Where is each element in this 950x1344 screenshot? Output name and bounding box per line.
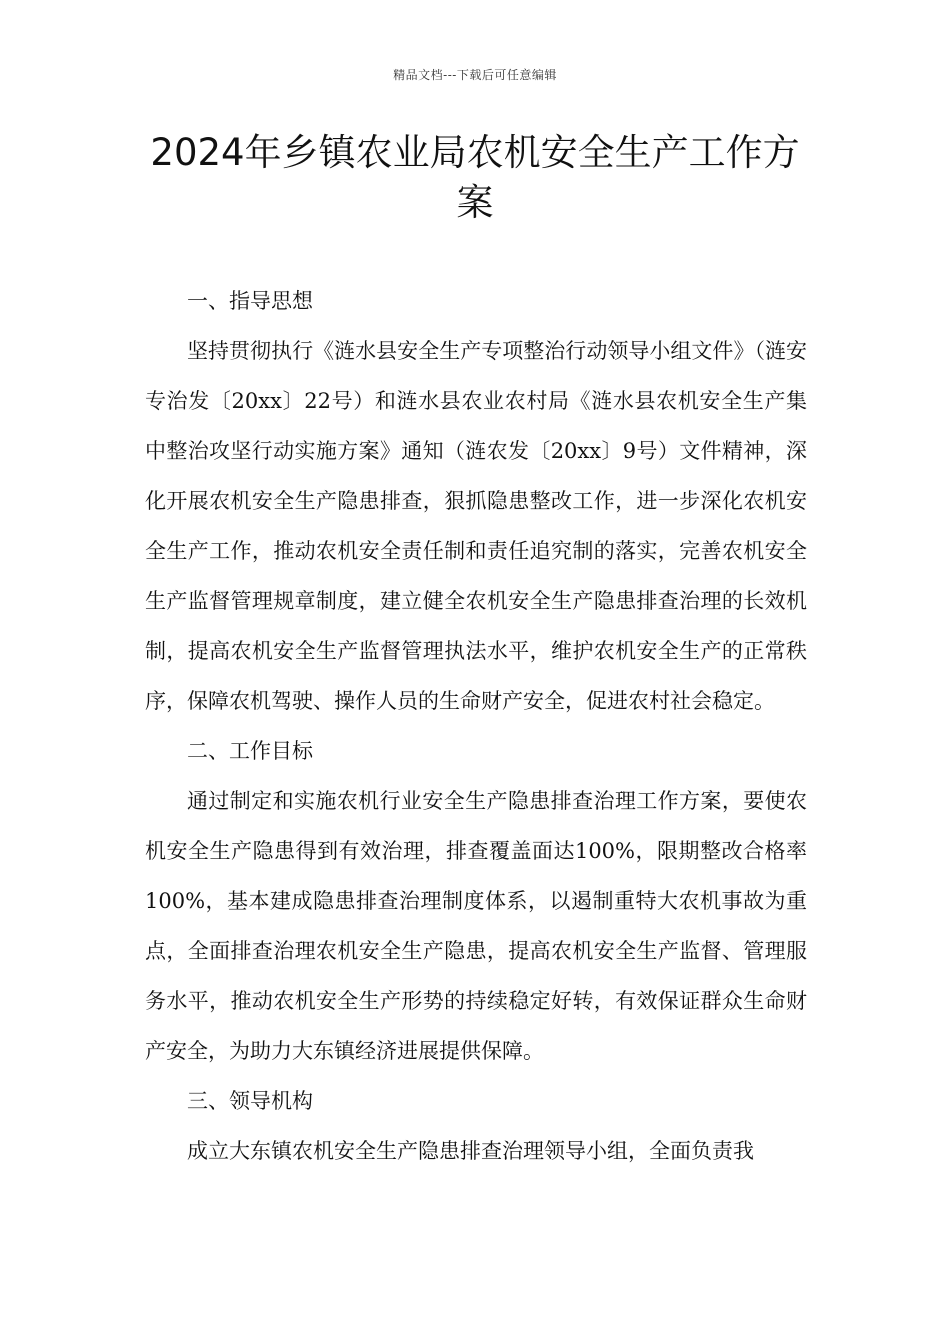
section-heading-work-goals: 二、工作目标	[187, 739, 313, 763]
section-heading-leadership: 三、领导机构	[187, 1089, 313, 1113]
document-title: 2024年乡镇农业局农机安全生产工作方案	[150, 131, 800, 224]
document-body	[145, 276, 807, 1176]
section-heading-guiding-ideology: 一、指导思想	[187, 289, 313, 313]
section-paragraph-work-goals: 通过制定和实施农机行业安全生产隐患排查治理工作方案，要使农机安全生产隐患得到有效治理，排查覆盖面达100%，限期整改合格率100%，基本建成隐患排查治理制度体系，以遏制重特大农机事故为重点，全面排查治理农机安全生产隐患，提高农机安全生产监督、管理服务水平，推动农机安全生产形势的持续稳定好转，有效保证群众生命财产安全，为助力大东镇经济进展提供保障。	[145, 789, 807, 1063]
header-note: 精品文档---下载后可任意编辑	[393, 68, 557, 82]
section-paragraph-leadership: 成立大东镇农机安全生产隐患排查治理领导小组，全面负责我	[187, 1139, 754, 1163]
section-paragraph-guiding-ideology: 坚持贯彻执行《涟水县安全生产专项整治行动领导小组文件》（涟安专治发〔20xx〕22号）和涟水县农业农村局《涟水县农机安全生产集中整治攻坚行动实施方案》通知（涟农发〔20xx〕9号）文件精神，深化开展农机安全生产隐患排查，狠抓隐患整改工作，进一步深化农机安全生产工作，推动农机安全责任制和责任追究制的落实，完善农机安全生产监督管理规章制度，建立健全农机安全生产隐患排查治理的长效机制，提高农机安全生产监督管理执法水平，维护农机安全生产的正常秩序，保障农机驾驶、操作人员的生命财产安全，促进农村社会稳定。	[145, 339, 807, 713]
